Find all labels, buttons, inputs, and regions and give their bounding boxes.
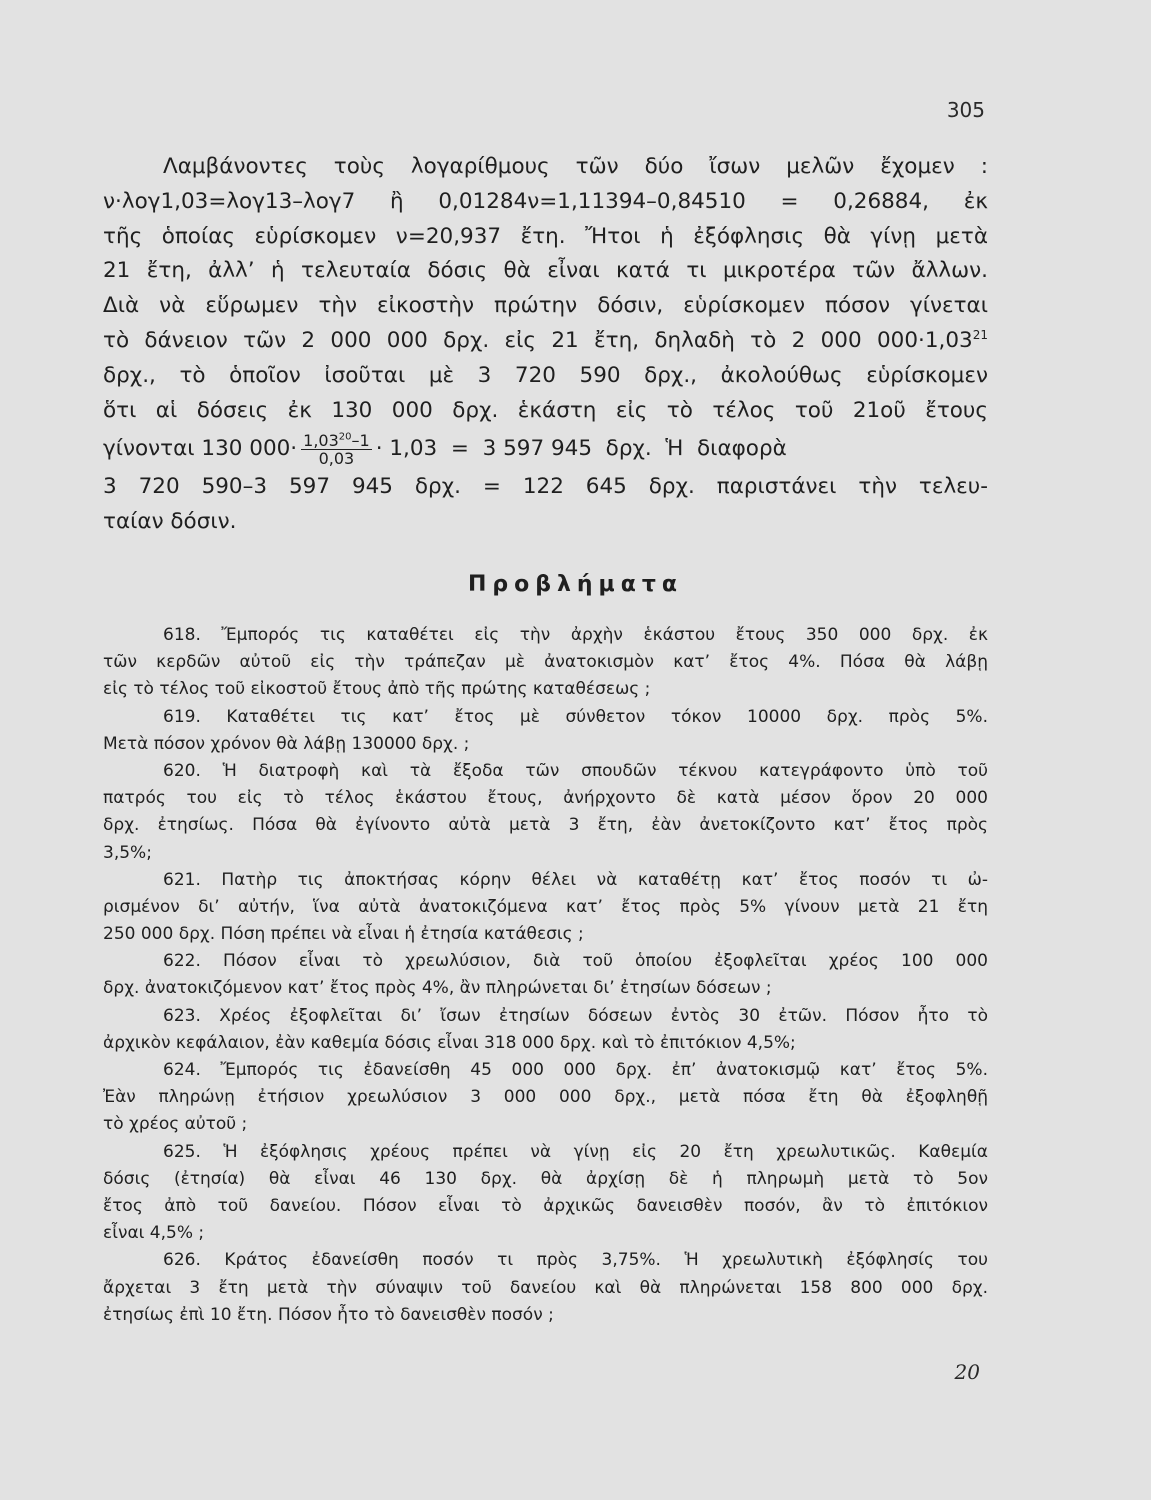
problem-line: ἐτησίως ἐπὶ 10 ἔτη. Πόσον ἦτο τὸ δανεισθὲν ποσόν ; bbox=[103, 1304, 554, 1325]
text-line: ὅτι αἱ δόσεις ἐκ 130 000 δρχ. ἑκάστη εἰς τὸ τέλος τοῦ 21οῦ ἔτους bbox=[103, 397, 988, 423]
problem-line: Μετὰ πόσον χρόνον θὰ λάβῃ 130000 δρχ. ; bbox=[103, 733, 470, 754]
text-segment: τὸ δάνειον τῶν 2 000 000 δρχ. εἰς 21 ἔτη, δηλαδὴ τὸ 2 000 000·1,03 bbox=[103, 327, 973, 353]
problem-line: 250 000 δρχ. Πόση πρέπει νὰ εἶναι ἡ ἐτησία κατάθεσις ; bbox=[103, 924, 584, 945]
section-heading: Προβλήματα bbox=[467, 572, 684, 597]
signature-number: 20 bbox=[954, 1360, 980, 1384]
problem-line: ἀρχικὸν κεφάλαιον, ἐὰν καθεμία δόσις εἶναι 318 000 δρχ. καὶ τὸ ἐπιτόκιον 4,5%; bbox=[103, 1032, 796, 1053]
fraction-numerator bbox=[301, 432, 372, 450]
text-line-with-power bbox=[103, 324, 988, 359]
text-line: δρχ., τὸ ὁποῖον ἰσοῦται μὲ 3 720 590 δρχ., ἀκολούθως εὑρίσκομεν bbox=[103, 362, 988, 388]
formula-lead: γίνονται 130 000· bbox=[103, 436, 298, 462]
problem-line: 626. Κράτος ἐδανείσθη ποσόν τι πρὸς 3,75%. Ἡ χρεωλυτικὴ ἐξόφλησίς του bbox=[163, 1250, 988, 1271]
problem-line: 624. Ἔμπορός τις ἐδανείσθη 45 000 000 δρχ. ἐπ’ ἀνατοκισμῷ κατ’ ἔτος 5%. bbox=[163, 1060, 988, 1080]
text-line: ν·λογ1,03=λογ13–λογ7 ἢ 0,01284ν=1,11394–0,84510 = 0,26884, ἐκ bbox=[103, 188, 988, 214]
problem-line: ἄρχεται 3 ἔτη μετὰ τὴν σύναψιν τοῦ δανείου καὶ θὰ πληρώνεται 158 800 000 δρχ. bbox=[103, 1277, 988, 1298]
fraction-denominator: 0,03 bbox=[318, 448, 355, 468]
problem-line: 620. Ἡ διατροφὴ καὶ τὰ ἔξοδα τῶν σπουδῶν τέκνου κατεγράφοντο ὑπὸ τοῦ bbox=[163, 760, 988, 781]
exponent: 21 bbox=[972, 327, 988, 342]
problem-line: δρχ. ἀνατοκιζόμενον κατ’ ἔτος πρὸς 4%, ἂν πληρώνεται δι’ ἐτησίων δόσεων ; bbox=[103, 978, 772, 999]
problems-list bbox=[103, 622, 988, 1329]
problem-line: 621. Πατὴρ τις ἀποκτήσας κόρην θέλει νὰ καταθέτῃ κατ’ ἔτος ποσόν τι ὠ- bbox=[163, 869, 988, 890]
problem-line: Ἐὰν πληρώνῃ ἐτήσιον χρεωλύσιον 3 000 000 δρχ., μετὰ πόσα ἔτη θὰ ἐξοφληθῇ bbox=[103, 1087, 988, 1108]
numerator-tail: –1 bbox=[351, 430, 370, 450]
problem-line: εἶναι 4,5% ; bbox=[103, 1223, 205, 1244]
problem-line: εἰς τὸ τέλος τοῦ εἰκοστοῦ ἔτους ἀπὸ τῆς πρώτης καταθέσεως ; bbox=[103, 679, 651, 700]
text-line: τῆς ὁποίας εὑρίσκομεν ν=20,937 ἔτη. Ἤτοι ἡ ἐξόφλησις θὰ γίνῃ μετὰ bbox=[103, 223, 988, 249]
text-line: ταίαν δόσιν. bbox=[103, 509, 237, 535]
problem-line: 623. Χρέος ἐξοφλεῖται δι’ ἴσων ἐτησίων δόσεων ἐντὸς 30 ἐτῶν. Πόσον ἦτο τὸ bbox=[163, 1005, 988, 1026]
text-line: 3 720 590–3 597 945 δρχ. = 122 645 δρχ. παριστάνει τὴν τελευ- bbox=[103, 474, 988, 500]
text-line: Λαμβάνοντες τοὺς λογαρίθμους τῶν δύο ἴσων μελῶν ἔχομεν : bbox=[163, 154, 988, 179]
formula-line bbox=[103, 428, 988, 470]
problem-line: δόσις (ἐτησία) θὰ εἶναι 46 130 δρχ. θὰ ἀρχίσῃ δὲ ἡ πληρωμὴ μετὰ τὸ 5ον bbox=[103, 1168, 988, 1189]
problem-line: 618. Ἔμπορός τις καταθέτει εἰς τὴν ἀρχὴν ἑκάστου ἔτους 350 000 δρχ. ἐκ bbox=[163, 625, 988, 645]
page-number: 305 bbox=[946, 98, 985, 122]
problem-line: 619. Καταθέτει τις κατ’ ἔτος μὲ σύνθετον τόκον 10000 δρχ. πρὸς 5%. bbox=[163, 706, 988, 727]
problem-line: πατρός του εἰς τὸ τέλος ἑκάστου ἔτους, ἀνήρχοντο δὲ κατὰ μέσον ὅρον 20 000 bbox=[103, 788, 988, 809]
problem-line: 3,5%; bbox=[103, 842, 152, 863]
formula-tail: · 1,03 = 3 597 945 δρχ. Ἡ διαφορὰ bbox=[375, 436, 787, 462]
problem-line: 622. Πόσον εἶναι τὸ χρεωλύσιον, διὰ τοῦ ὁποίου ἐξοφλεῖται χρέος 100 000 bbox=[163, 951, 988, 972]
problem-line: ἔτος ἀπὸ τοῦ δανείου. Πόσον εἶναι τὸ ἀρχικῶς δανεισθὲν ποσόν, ἂν τὸ ἐπιτόκιον bbox=[103, 1195, 988, 1216]
problem-line: δρχ. ἐτησίως. Πόσα θὰ ἐγίνοντο αὐτὰ μετὰ 3 ἔτη, ἐὰν ἀνετοκίζοντο κατ’ ἔτος πρὸς bbox=[103, 815, 988, 836]
problem-line: τὸ χρέος αὐτοῦ ; bbox=[103, 1114, 248, 1135]
problem-line: τῶν κερδῶν αὐτοῦ εἰς τὴν τράπεζαν μὲ ἀνατοκισμὸν κατ’ ἔτος 4%. Πόσα θὰ λάβῃ bbox=[103, 652, 988, 673]
fraction bbox=[301, 432, 372, 467]
numerator-exponent: 20 bbox=[338, 431, 352, 443]
problem-line: ρισμένον δι’ αὐτήν, ἵνα αὐτὰ ἀνατοκιζόμενα κατ’ ἔτος πρὸς 5% γίνουν μετὰ 21 ἔτη bbox=[103, 896, 988, 917]
numerator-base: 1,03 bbox=[303, 430, 339, 450]
text-line: Διὰ νὰ εὕρωμεν τὴν εἰκοστὴν πρώτην δόσιν, εὑρίσκομεν πόσον γίνεται bbox=[103, 293, 988, 319]
intro-paragraph bbox=[103, 150, 988, 540]
problem-line: 625. Ἡ ἐξόφλησις χρέους πρέπει νὰ γίνῃ εἰς 20 ἔτη χρεωλυτικῶς. Καθεμία bbox=[163, 1141, 988, 1162]
text-line: 21 ἔτη, ἀλλ’ ἡ τελευταία δόσις θὰ εἶναι κατά τι μικροτέρα τῶν ἄλλων. bbox=[103, 258, 988, 284]
